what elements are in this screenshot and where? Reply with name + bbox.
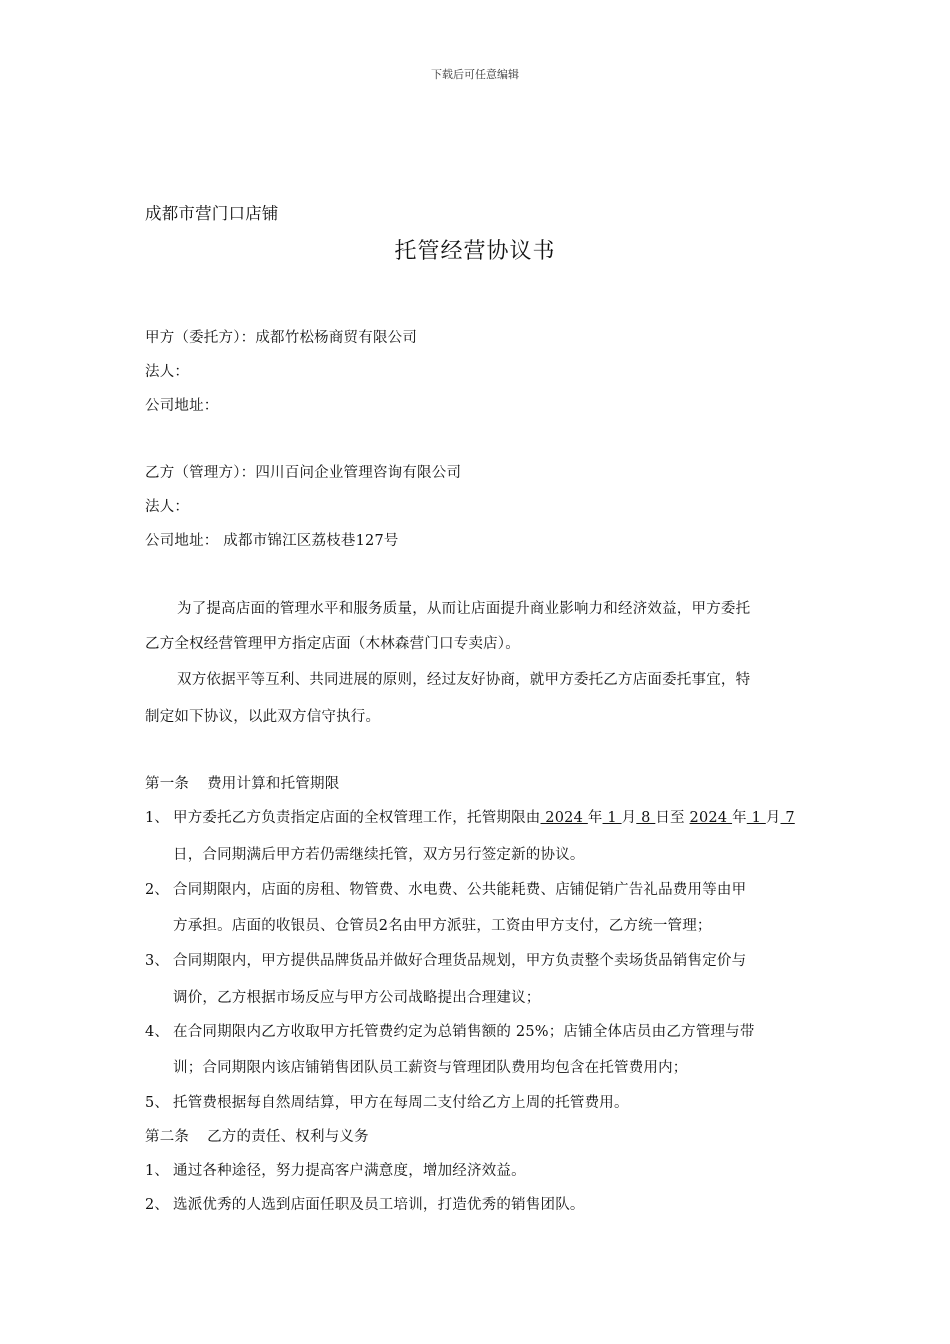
article-1-item-2-cont: 方承担。店面的收银员、仓管员2名由甲方派驻，工资由甲方支付，乙方统一管理； [173,918,712,934]
item-text: 通过各种途径，努力提高客户满意度，增加经济效益。 [173,1163,526,1179]
item-number: 1、 [145,1163,170,1179]
article-1-label: 第一条 [145,776,190,792]
party-b-line: 乙方（管理方）：四川百问企业管理咨询有限公司 [145,465,462,481]
end-month: 1 [746,810,766,826]
item-text: 合同期限内，甲方提供品牌货品并做好合理货品规划，甲方负责整个卖场货品销售定价与 [173,953,747,969]
end-day: 7 [780,810,795,826]
item-number: 3、 [145,953,170,969]
intro-paragraph-2-line-1: 双方依据平等互利、共同进展的原则，经过友好协商，就甲方委托乙方店面委托事宜，特 [177,672,751,688]
article-1-item-3-cont: 调价，乙方根据市场反应与甲方公司战略提出合理建议； [173,990,541,1006]
article-1-item-5 [145,1091,629,1112]
article-1-item-4 [145,1020,755,1041]
end-year: 2024 [689,810,733,826]
party-a-legal: 法人： [145,364,190,380]
item-number: 4、 [145,1024,170,1040]
item-text: 甲方委托乙方负责指定店面的全权管理工作，托管期限由 [173,810,541,826]
article-2-item-1 [145,1159,526,1180]
article-1-item-1 [145,806,795,827]
article-1-item-2 [145,878,746,899]
month-char: 月 [621,810,637,826]
item-number: 2、 [145,1197,170,1213]
header-note: 下载后可任意编辑 [431,68,519,81]
article-2-heading [145,1125,369,1146]
year-char: 年 [732,810,747,826]
party-a-address: 公司地址： [145,398,219,414]
start-month: 1 [602,810,622,826]
item-text: 选派优秀的人选到店面任职及员工培训，打造优秀的销售团队。 [173,1197,585,1213]
item-number: 5、 [145,1095,170,1111]
store-name: 成都市营门口店铺 [145,204,279,223]
article-1-heading [145,772,339,793]
item-number: 2、 [145,882,170,898]
month-char: 月 [765,810,781,826]
article-1-item-3 [145,949,746,970]
party-a-line: 甲方（委托方）：成都竹松杨商贸有限公司 [145,330,418,346]
article-1-item-1-cont: 日，合同期满后甲方若仍需继续托管，双方另行签定新的协议。 [173,847,585,863]
article-2-item-2 [145,1193,585,1214]
intro-paragraph-1-line-2: 乙方全权经营管理甲方指定店面（木林森营门口专卖店）。 [145,636,520,652]
item-text: 托管费根据每自然周结算，甲方在每周二支付给乙方上周的托管费用。 [173,1095,629,1111]
start-year: 2024 [540,810,588,826]
year-char: 年 [587,810,603,826]
article-2-title: 乙方的责任、权利与义务 [207,1129,369,1145]
article-1-title: 费用计算和托管期限 [207,776,340,792]
article-1-item-4-cont: 训；合同期限内该店铺销售团队员工薪资与管理团队费用均包含在托管费用内； [173,1060,688,1076]
intro-paragraph-2-line-2: 制定如下协议，以此双方信守执行。 [145,709,381,725]
day-to-text: 日至 [655,810,690,826]
item-text: 合同期限内，店面的房租、物管费、水电费、公共能耗费、店铺促销广告礼品费用等由甲 [173,882,747,898]
item-number: 1、 [145,810,170,826]
party-b-address: 公司地址： 成都市锦江区荔枝巷127号 [145,533,399,549]
intro-paragraph-1-line-1: 为了提高店面的管理水平和服务质量，从而让店面提升商业影响力和经济效益，甲方委托 [177,601,751,617]
party-b-legal: 法人： [145,499,190,515]
article-2-label: 第二条 [145,1129,190,1145]
item-text: 在合同期限内乙方收取甲方托管费约定为总销售额的 25%；店铺全体店员由乙方管理与带 [173,1024,755,1040]
document-title: 托管经营协议书 [394,239,556,264]
start-day: 8 [636,810,656,826]
